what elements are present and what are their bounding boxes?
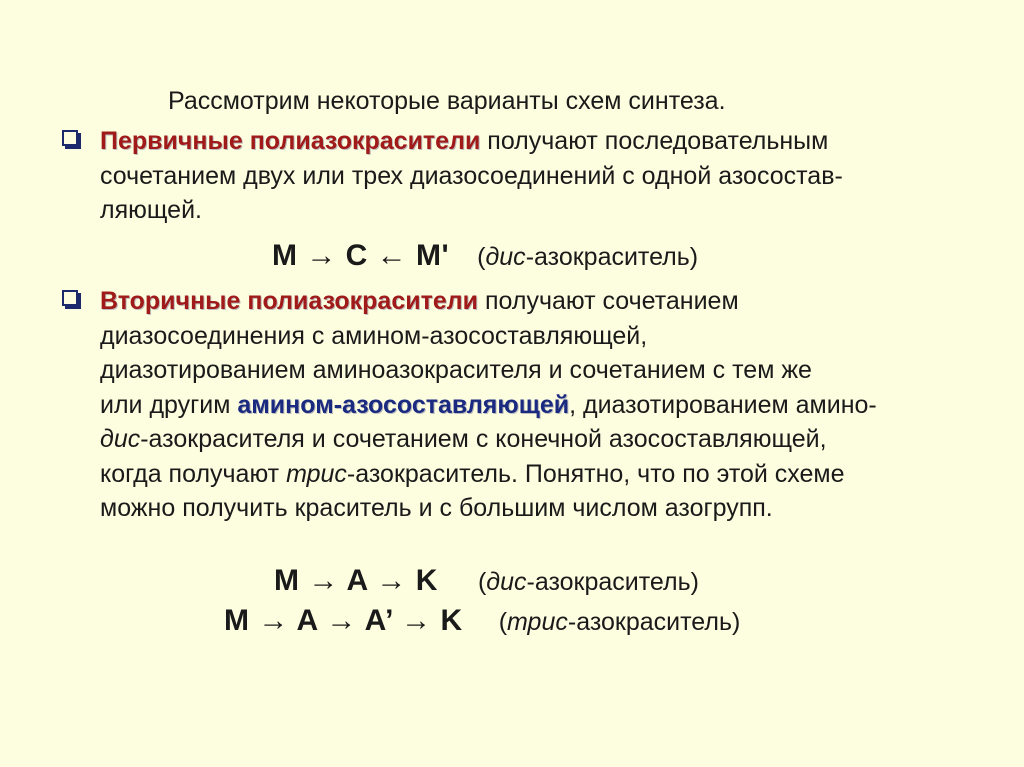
intro-text: Рассмотрим некоторые варианты схем синтеза. <box>168 87 726 115</box>
formula-tris <box>224 604 740 639</box>
text-span: -азокраситель) <box>525 243 699 271</box>
text-span: дис <box>485 243 526 271</box>
text-span: -азокраситель) <box>526 568 699 596</box>
text-span: когда получают <box>100 459 287 488</box>
text-span: ( <box>477 568 487 596</box>
formula-dis <box>274 564 699 599</box>
term-secondary: Вторичные полиазокрасители <box>100 287 479 315</box>
text-span: -азокраситель) <box>567 608 741 636</box>
text-span: -азокрасителя и сочетанием с конечной азосоставляющей, <box>140 425 827 453</box>
term-amine-component: амином-азосоставляющей <box>237 390 570 419</box>
formula-note <box>477 243 698 271</box>
text-span: получают последовательным <box>480 127 829 155</box>
formula-primary <box>272 239 698 274</box>
text-span: , диазотированием амино- <box>569 390 877 419</box>
bullet-secondary-line-6 <box>100 457 1000 492</box>
bullet-secondary-text <box>100 284 1000 526</box>
formula-note <box>499 608 741 636</box>
text-span: ( <box>498 608 508 636</box>
bullet-secondary-line-5 <box>100 422 1000 457</box>
bullet-primary-text <box>100 124 1000 228</box>
checkbox-bullet-icon <box>62 290 78 306</box>
term-primary: Первичные полиазокрасители <box>100 127 481 155</box>
bullet-primary-line-3: ляющей. <box>100 196 202 224</box>
text-span: -азокраситель. Понятно, что по этой схеме <box>346 459 845 488</box>
bullet-secondary-line-2: диазосоединения с амином-азосоставляющей, <box>100 321 648 350</box>
checkbox-bullet-icon <box>62 130 78 146</box>
text-span: трис <box>507 608 568 636</box>
bullet-secondary-line-1 <box>100 284 1000 319</box>
bullet-primary-line-2: сочетанием двух или трех диазосоединений с одной азосостав- <box>100 161 843 190</box>
formula-expression: M → C ← M' <box>272 239 450 272</box>
bullet-primary-line-1 <box>100 124 1000 159</box>
text-span: дис <box>486 568 527 596</box>
text-span: трис <box>286 459 347 488</box>
text-span: дис <box>100 425 141 453</box>
bullet-secondary-line-7: можно получить краситель и с большим числом азогрупп. <box>100 494 773 522</box>
text-span: или другим <box>100 390 238 419</box>
text-span: ( <box>477 243 486 271</box>
text-span: получают сочетанием <box>478 287 739 315</box>
formula-expression: M → A → A’ → K <box>224 604 463 637</box>
bullet-secondary-line-4 <box>100 388 1000 423</box>
formula-note <box>478 568 699 596</box>
formula-expression: M → A → K <box>274 564 438 597</box>
bullet-secondary-line-3: диазотированием аминоазокрасителя и сочетанием с тем же <box>100 356 812 384</box>
